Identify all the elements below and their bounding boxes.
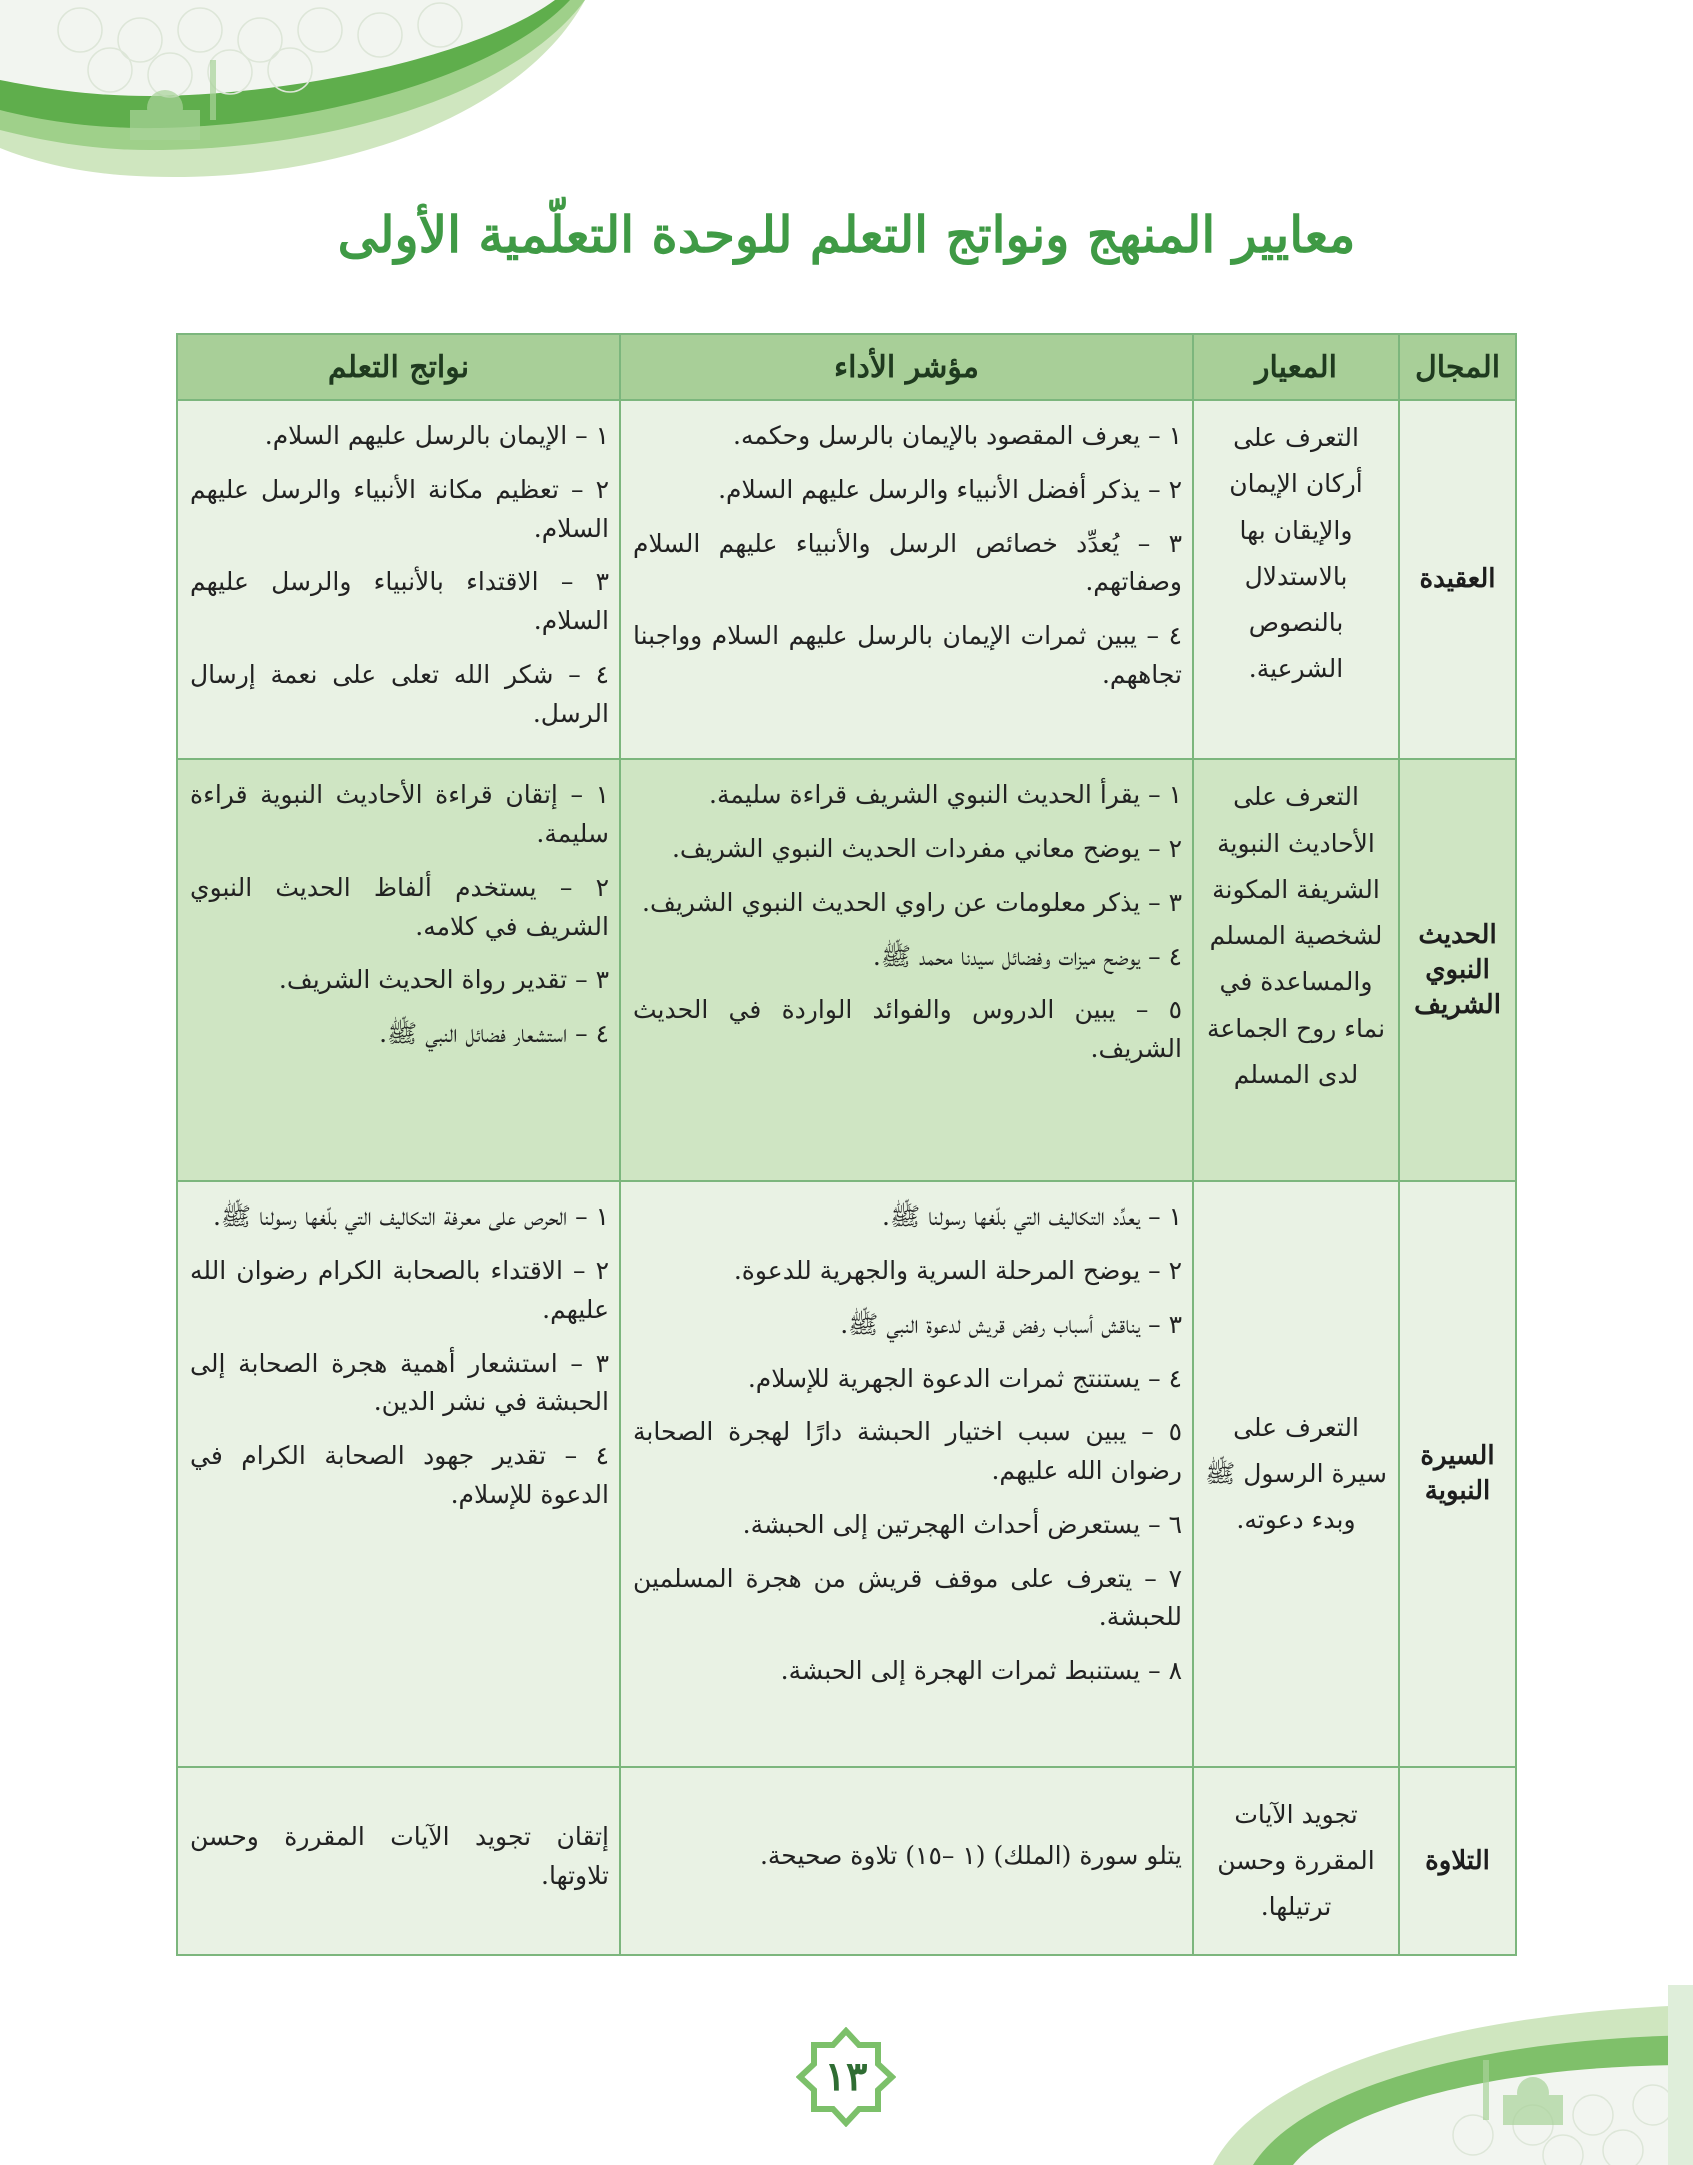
indicator-item: ٣ – يذكر معلومات عن راوي الحديث النبوي الشريف. xyxy=(642,887,1182,917)
outcome-item: ١ – الحرص على معرفة التكاليف التي بلّغها رسولنا ﷺ. xyxy=(212,1202,609,1232)
indicator-item: ٤ – يستنتج ثمرات الدعوة الجهرية للإسلام. xyxy=(747,1363,1182,1393)
outcome-item: ٢ – تعظيم مكانة الأنبياء والرسل عليهم السلام. xyxy=(190,474,609,543)
indicator-item: ٣ – يُعدِّد خصائص الرسل والأنبياء عليهم السلام وصفاتهم. xyxy=(633,528,1182,597)
table-header-row xyxy=(177,334,1516,400)
bottom-corner-decoration xyxy=(1213,1965,1693,2165)
outcome-item: إتقان تجويد الآيات المقررة وحسن تلاوتها. xyxy=(190,1822,609,1890)
indicator-item: ٦ – يستعرض أحداث الهجرتين إلى الحبشة. xyxy=(742,1509,1182,1539)
outcome-cell xyxy=(177,1767,620,1955)
outcome-cell xyxy=(177,759,620,1181)
outcome-item: ٢ – الاقتداء بالصحابة الكرام رضوان الله عليهم. xyxy=(190,1256,609,1324)
indicator-cell xyxy=(620,759,1193,1181)
domain-cell: الحديث النبوي الشريف xyxy=(1399,759,1516,1181)
domain-cell: التلاوة xyxy=(1399,1767,1516,1955)
domain-cell: العقيدة xyxy=(1399,400,1516,759)
indicator-item: يتلو سورة (الملك) (١ –١٥) تلاوة صحيحة. xyxy=(759,1841,1182,1871)
indicator-cell xyxy=(620,1181,1193,1767)
outcome-item: ١ – الإيمان بالرسل عليهم السلام. xyxy=(264,421,609,450)
page-number: ١٣ xyxy=(824,2053,868,2100)
indicator-item: ٨ – يستنبط ثمرات الهجرة إلى الحبشة. xyxy=(780,1656,1182,1685)
standard-cell: التعرف على سيرة الرسول ﷺ وبدء دعوته. xyxy=(1193,1181,1399,1767)
domain-cell: السيرة النبوية xyxy=(1399,1181,1516,1767)
top-corner-decoration xyxy=(0,0,600,180)
indicator-item: ٣ – يناقش أسباب رفض قريش لدعوة النبي ﷺ. xyxy=(840,1309,1182,1339)
table-row-hadith xyxy=(177,759,1516,1181)
standard-cell: التعرف على الأحاديث النبوية الشريفة المكونة لشخصية المسلم والمساعدة في نماء روح الجماعة لدى المسلم xyxy=(1193,759,1399,1181)
outcome-item: ٣ – الاقتداء بالأنبياء والرسل عليهم السلام. xyxy=(190,567,609,635)
header-standard: المعيار xyxy=(1193,334,1399,400)
indicator-cell xyxy=(620,1767,1193,1955)
table-row-aqeedah xyxy=(177,400,1516,759)
outcome-item: ٤ – استشعار فضائل النبي ﷺ. xyxy=(379,1019,609,1048)
header-indicator: مؤشر الأداء xyxy=(620,334,1193,400)
indicator-cell xyxy=(620,400,1193,759)
standard-cell: التعرف على أركان الإيمان والإيقان بها بالاستدلال بالنصوص الشرعية. xyxy=(1193,400,1399,759)
indicator-item: ٤ – يبين ثمرات الإيمان بالرسل عليهم السلام وواجبنا تجاههم. xyxy=(633,621,1182,689)
indicator-item: ٢ – يوضح المرحلة السرية والجهرية للدعوة. xyxy=(733,1256,1182,1285)
outcome-item: ٤ – تقدير جهود الصحابة الكرام في الدعوة للإسلام. xyxy=(190,1441,609,1509)
outcome-cell xyxy=(177,1181,620,1767)
table-row-seerah xyxy=(177,1181,1516,1767)
indicator-item: ٢ – يوضح معاني مفردات الحديث النبوي الشريف. xyxy=(671,834,1182,863)
indicator-item: ١ – يقرأ الحديث النبوي الشريف قراءة سليمة. xyxy=(709,780,1182,810)
indicator-item: ٧ – يتعرف على موقف قريش من هجرة المسلمين للحبشة. xyxy=(633,1563,1182,1632)
header-outcome: نواتج التعلم xyxy=(177,334,620,400)
indicator-item: ٤ – يوضح ميزات وفضائل سيدنا محمد ﷺ. xyxy=(872,941,1182,971)
indicator-item: ١ – يعدِّد التكاليف التي بلّغها رسولنا ﷺ. xyxy=(882,1202,1182,1232)
outcome-item: ٣ – استشعار أهمية هجرة الصحابة إلى الحبشة في نشر الدين. xyxy=(190,1348,609,1417)
indicator-item: ٥ – يبين الدروس والفوائد الواردة في الحديث الشريف. xyxy=(633,995,1182,1063)
indicator-item: ١ – يعرف المقصود بالإيمان بالرسل وحكمه. xyxy=(733,421,1182,450)
outcome-item: ١ – إتقان قراءة الأحاديث النبوية قراءة سليمة. xyxy=(190,780,609,848)
page-title: معايير المنهج ونواتج التعلم للوحدة التعلّمية الأولى xyxy=(337,205,1356,264)
outcome-cell xyxy=(177,400,620,759)
outcome-item: ٣ – تقدير رواة الحديث الشريف. xyxy=(278,965,609,995)
outcome-item: ٤ – شكر الله تعلى على نعمة إرسال الرسل. xyxy=(190,659,609,728)
table-row-tilawah xyxy=(177,1767,1516,1955)
indicator-item: ٥ – يبين سبب اختيار الحبشة دارًا لهجرة الصحابة رضوان الله عليهم. xyxy=(633,1417,1182,1485)
indicator-item: ٢ – يذكر أفضل الأنبياء والرسل عليهم السلام. xyxy=(718,474,1182,504)
standard-cell: تجويد الآيات المقررة وحسن ترتيلها. xyxy=(1193,1767,1399,1955)
curriculum-table xyxy=(176,333,1517,1956)
outcome-item: ٢ – يستخدم ألفاظ الحديث النبوي الشريف في كلامه. xyxy=(190,872,609,941)
header-domain: المجال xyxy=(1399,334,1516,400)
